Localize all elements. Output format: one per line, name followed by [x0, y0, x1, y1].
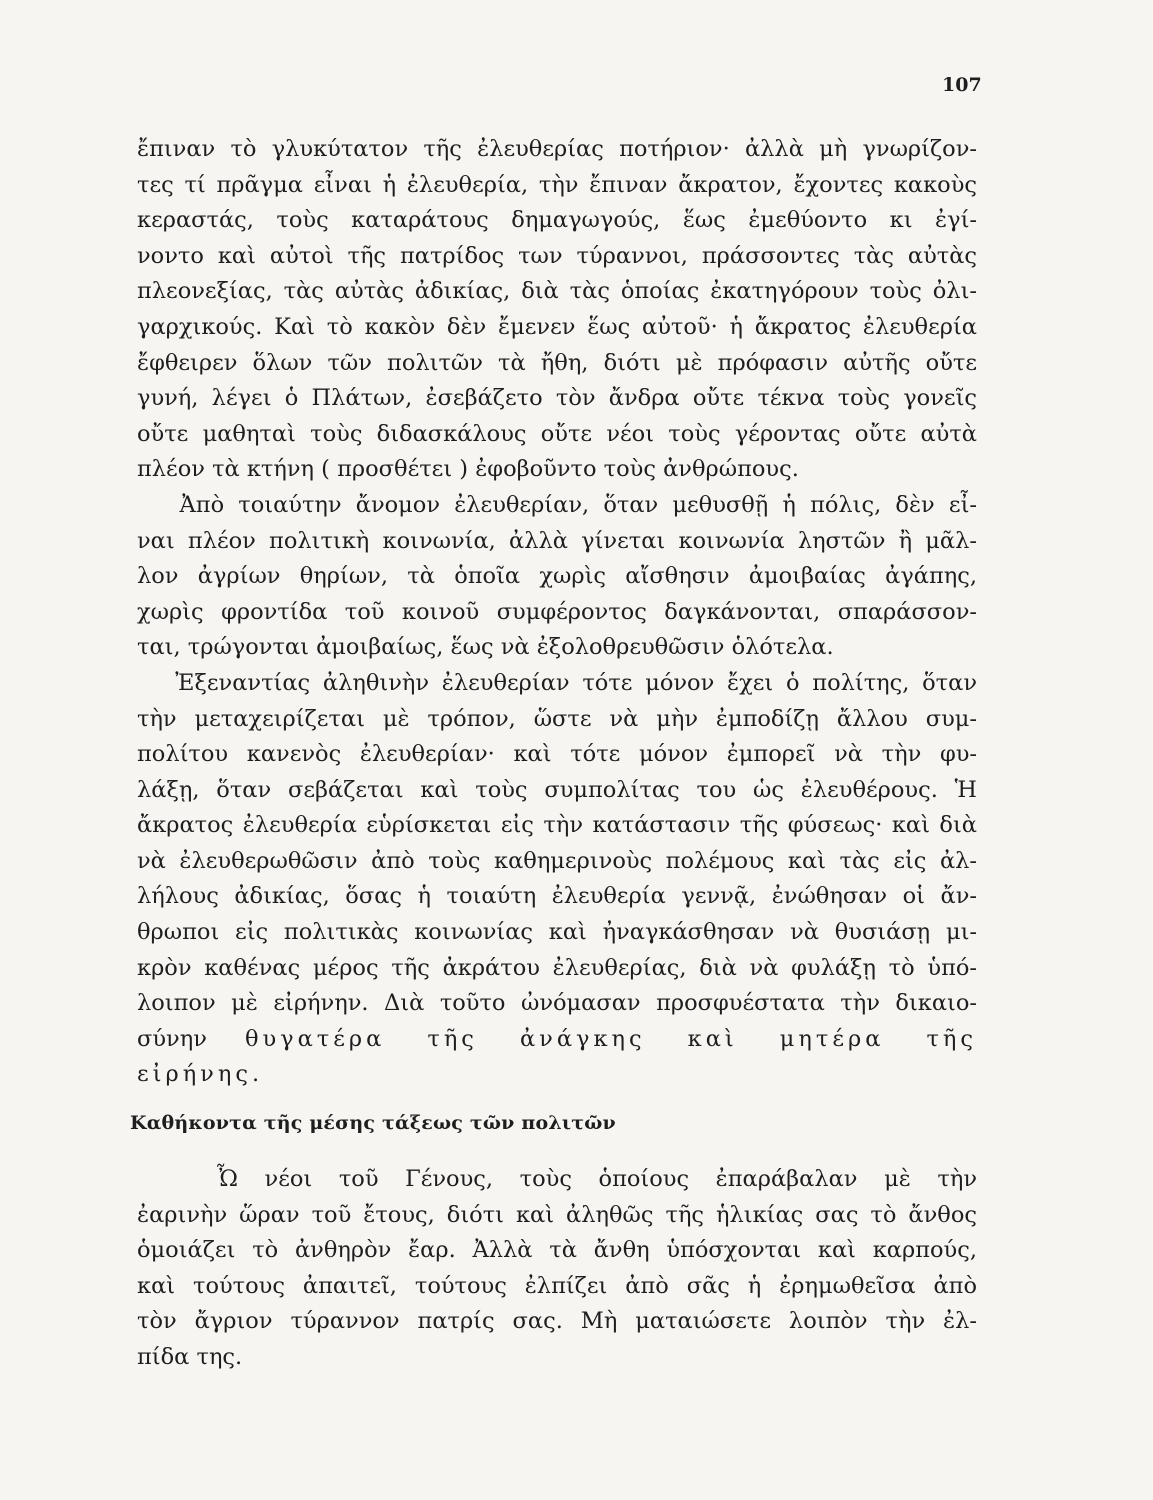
text-line: ἔφθειρεν ὅλων τῶν πολιτῶν τὰ ἤθη, διότι μὲ πρόφασιν αὐτῆς οὔτε: [137, 349, 977, 376]
text-line: γαρχικούς. Καὶ τὸ κακὸν δὲν ἔμενεν ἕως αὐτοῦ· ἡ ἄκρατος ἐλευθερία: [137, 313, 977, 340]
text-line: λήλους ἀδικίας, ὅσας ἡ τοιαύτη ἐλευθερία γεννᾷ, ἐνώθησαν οἱ ἄν-: [137, 883, 977, 910]
text-line: κρὸν καθένας μέρος τῆς ἀκράτου ἐλευθερίας, διὰ νὰ φυλάξῃ τὸ ὑπό-: [137, 954, 977, 981]
text-line: χωρὶς φροντίδα τοῦ κοινοῦ συμφέροντος δαγκάνονται, σπαράσσον-: [137, 598, 977, 625]
spaced-emphasis: θυγατέρα τῆς ἀνάγκης καὶ μητέρα τῆς: [244, 1025, 978, 1052]
text-line: πίδα της.: [137, 1343, 243, 1370]
text-line: ναι πλέον πολιτικὴ κοινωνία, ἀλλὰ γίνεται κοινωνία ληστῶν ἢ μᾶλ-: [137, 527, 977, 554]
text-line: ἔπιναν τὸ γλυκύτατον τῆς ἐλευθερίας ποτήριον· ἀλλὰ μὴ γνωρίζον-: [137, 136, 977, 162]
text-line-emphasis: [137, 1022, 977, 1058]
text-fragment: σύνην: [137, 1025, 207, 1052]
text-line: ται, τρώγονται ἀμοιβαίως, ἕως νὰ ἐξολοθρευθῶσιν ὁλότελα.: [137, 634, 834, 661]
spaced-emphasis: εἰρήνης.: [137, 1061, 264, 1088]
text-line: ἄκρατος ἐλευθερία εὑρίσκεται εἰς τὴν κατάστασιν τῆς φύσεως· καὶ διὰ: [137, 812, 977, 839]
text-line: τὸν ἄγριον τύραννον πατρίς σας. Μὴ ματαιώσετε λοιπὸν τὴν ἐλ-: [137, 1308, 977, 1335]
page-number: 107: [942, 74, 982, 96]
text-line: Ὦ νέοι τοῦ Γένους, τοὺς ὁποίους ἐπαράβαλαν μὲ τὴν: [137, 1166, 977, 1192]
text-line: θρωποι εἰς πολιτικὰς κοινωνίας καὶ ἠναγκάσθησαν νὰ θυσιάσῃ μι-: [137, 919, 977, 946]
text-line: λάξῃ, ὅταν σεβάζεται καὶ τοὺς συμπολίτας του ὡς ἐλευθέρους. Ἡ: [137, 776, 977, 803]
text-line: λον ἀγρίων θηρίων, τὰ ὁποῖα χωρὶς αἴσθησιν ἀμοιβαίας ἀγάπης,: [137, 563, 977, 590]
text-line: ὁμοιάζει τὸ ἀνθηρὸν ἔαρ. Ἀλλὰ τὰ ἄνθη ὑπόσχονται καὶ καρπούς,: [137, 1237, 977, 1264]
text-line: νὰ ἐλευθερωθῶσιν ἀπὸ τοὺς καθημερινοὺς πολέμους καὶ τὰς εἰς ἀλ-: [137, 847, 977, 874]
text-line: νοντο καὶ αὐτοὶ τῆς πατρίδος των τύραννοι, πράσσοντες τὰς αὐτὰς: [137, 242, 977, 269]
text-line: ἐαρινὴν ὥραν τοῦ ἔτους, διότι καὶ ἀληθῶς τῆς ἡλικίας σας τὸ ἄνθος: [137, 1201, 977, 1228]
text-line: Ἀπὸ τοιαύτην ἄνομον ἐλευθερίαν, ὅταν μεθυσθῇ ἡ πόλις, δὲν εἶ-: [137, 491, 977, 518]
text-line: οὔτε μαθηταὶ τοὺς διδασκάλους οὔτε νέοι τοὺς γέροντας οὔτε αὐτὰ: [137, 420, 977, 447]
text-line: καὶ τούτους ἀπαιτεῖ, τούτους ἐλπίζει ἀπὸ σᾶς ἡ ἐρημωθεῖσα ἀπὸ: [137, 1272, 977, 1299]
text-line: πλέον τὰ κτήνη ( προσθέτει ) ἐφοβοῦντο τοὺς ἀνθρώπους.: [137, 456, 799, 483]
text-line: Ἐξεναντίας ἀληθινὴν ἐλευθερίαν τότε μόνον ἔχει ὁ πολίτης, ὅταν: [137, 669, 977, 696]
text-line: γυνή, λέγει ὁ Πλάτων, ἐσεβάζετο τὸν ἄνδρα οὔτε τέκνα τοὺς γονεῖς: [137, 385, 977, 412]
text-line: πολίτου κανενὸς ἐλευθερίαν· καὶ τότε μόνον ἐμπορεῖ νὰ τὴν φυ-: [137, 741, 977, 768]
text-line: τες τί πρᾶγμα εἶναι ἡ ἐλευθερία, τὴν ἔπιναν ἄκρατον, ἔχοντες κακοὺς: [137, 171, 977, 198]
text-line: κεραστάς, τοὺς καταράτους δημαγωγούς, ἕως ἐμεθύοντο κι ἐγί-: [137, 207, 977, 234]
section-heading: Καθήκοντα τῆς μέσης τάξεως τῶν πολιτῶν: [130, 1112, 616, 1134]
text-line: τὴν μεταχειρίζεται μὲ τρόπον, ὥστε νὰ μὴν ἐμποδίζῃ ἄλλου συμ-: [137, 705, 977, 732]
text-line: πλεονεξίας, τὰς αὐτὰς ἀδικίας, διὰ τὰς ὁποίας ἐκατηγόρουν τοὺς ὀλι-: [137, 278, 977, 305]
second-text-block: [137, 1162, 977, 1376]
text-line: λοιπον μὲ εἰρήνην. Διὰ τοῦτο ὠνόμασαν προσφυέστατα τὴν δικαιο-: [137, 990, 977, 1017]
main-text-block: [137, 132, 977, 1093]
